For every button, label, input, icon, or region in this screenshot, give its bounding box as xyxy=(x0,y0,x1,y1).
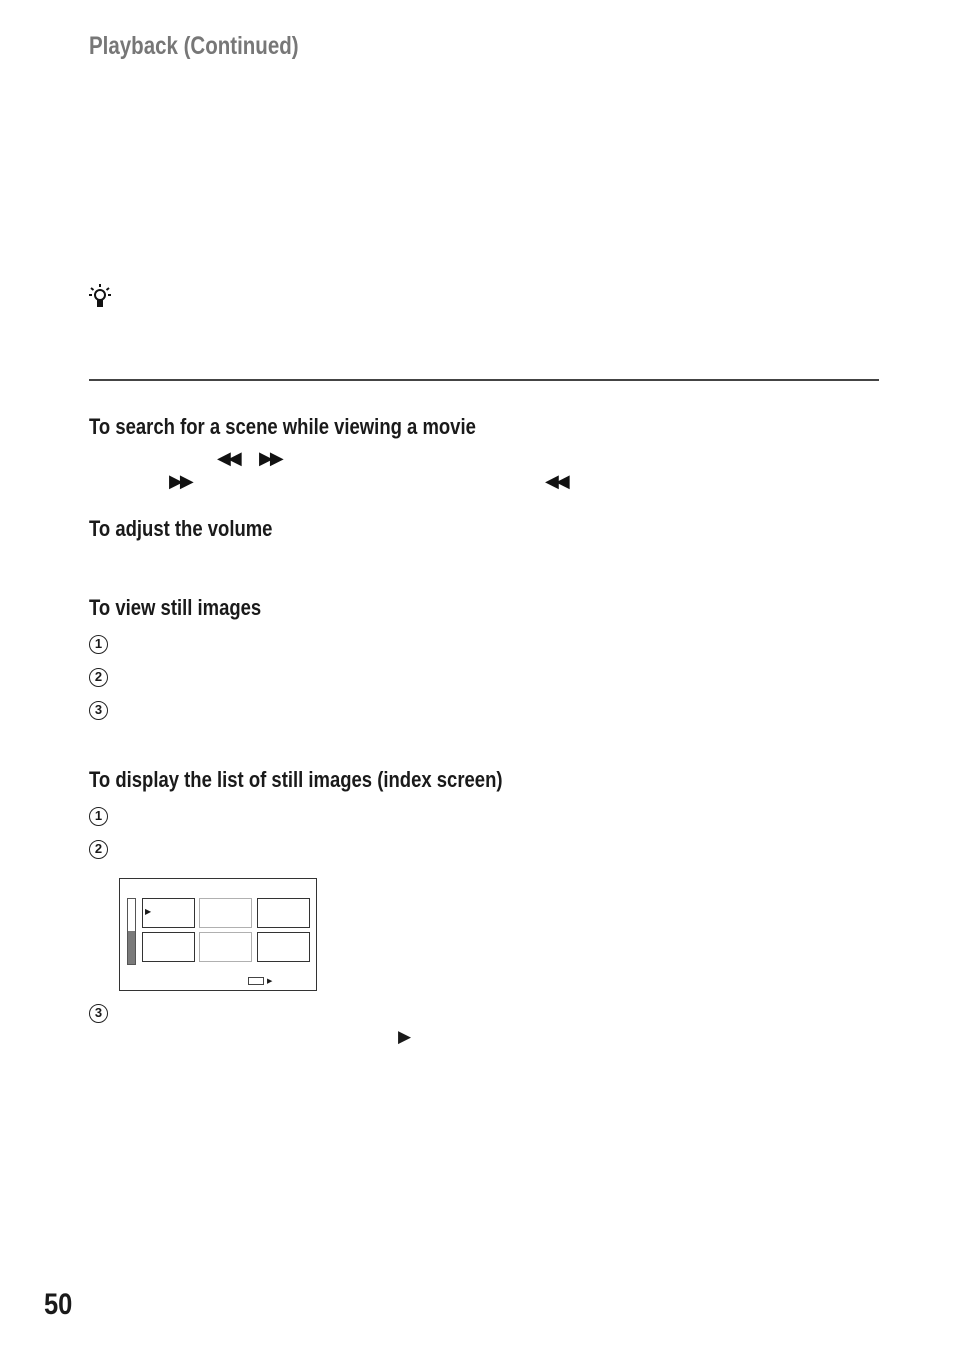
thumbnail xyxy=(199,932,252,962)
thumbnail xyxy=(142,932,195,962)
thumbnail xyxy=(142,898,195,928)
heading-view-still-images: To view still images xyxy=(89,595,262,620)
play-icon: ▶ xyxy=(398,1027,412,1046)
index-screen-illustration xyxy=(119,878,317,991)
heading-search-scene: To search for a scene while viewing a movie xyxy=(89,414,476,439)
section-divider xyxy=(89,379,879,381)
step-number: 1 xyxy=(89,635,108,654)
rewind-icon: ◀◀ xyxy=(217,448,239,468)
rewind-icon: ◀◀ xyxy=(545,471,567,491)
thumbnail xyxy=(257,898,310,928)
fast-forward-icon: ▶▶ xyxy=(169,471,191,491)
fast-forward-icon: ▶▶ xyxy=(259,448,281,468)
scrollbar-thumb xyxy=(128,931,135,964)
lightbulb-icon xyxy=(88,283,112,309)
heading-index-screen: To display the list of still images (index screen) xyxy=(89,767,503,792)
play-marker-icon: ▶ xyxy=(145,907,152,916)
step-number: 3 xyxy=(89,1004,108,1023)
step-number: 3 xyxy=(89,701,108,720)
step-number: 2 xyxy=(89,668,108,687)
scrollbar xyxy=(127,898,136,965)
page-number: 50 xyxy=(44,1288,73,1321)
step-number: 1 xyxy=(89,807,108,826)
heading-adjust-volume: To adjust the volume xyxy=(89,516,273,541)
folder-icon xyxy=(248,977,264,985)
page-title: Playback (Continued) xyxy=(89,32,299,60)
thumbnail xyxy=(257,932,310,962)
step-number: 2 xyxy=(89,840,108,859)
arrow-icon: ▶ xyxy=(267,978,273,985)
thumbnail xyxy=(199,898,252,928)
